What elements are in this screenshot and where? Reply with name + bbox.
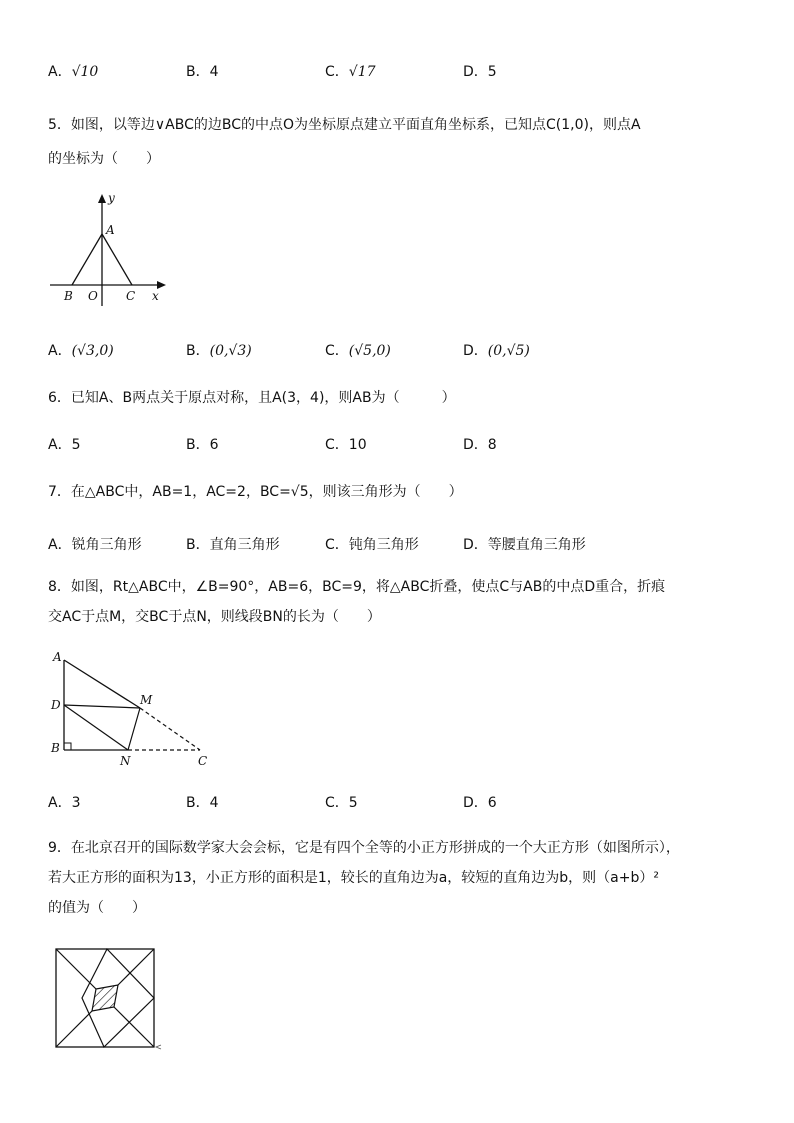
label-a: A [53, 650, 62, 664]
q6-option-d[interactable]: D．8 [463, 437, 497, 453]
q4-option-d[interactable]: D．5 [463, 64, 497, 80]
q8-option-c[interactable]: C．5 [325, 795, 358, 811]
q9-stem-line2: 若大正方形的面积为13，小正方形的面积是1，较长的直角边为a，较短的直角边为b，则（a+b）² [48, 870, 659, 886]
side-mc-dashed [140, 708, 200, 750]
q5-option-a[interactable]: A．(√3,0) [48, 343, 114, 359]
q8-option-d[interactable]: D．6 [463, 795, 497, 811]
fold-line-mn [128, 708, 140, 750]
label-m: M [140, 693, 153, 707]
label-c: C [126, 289, 136, 303]
pinwheel-line-1 [56, 949, 96, 989]
label-d: D [51, 698, 61, 712]
side-am [64, 660, 140, 708]
label-y: y [108, 191, 115, 205]
q6-option-b[interactable]: B．6 [186, 437, 219, 453]
q5-option-c[interactable]: C．(√5,0) [325, 343, 391, 359]
q8-stem-line2: 交AC于点M，交BC于点N，则线段BN的长为（ ） [48, 609, 381, 625]
q9-zhao-shuang-square-figure [52, 946, 164, 1050]
q6-option-c[interactable]: C．10 [325, 437, 367, 453]
side-ac [102, 234, 132, 285]
segment-dn [64, 705, 128, 750]
q4-option-c[interactable]: C．√17 [325, 64, 376, 80]
q7-option-b[interactable]: B．直角三角形 [186, 537, 280, 553]
q7-option-a[interactable]: A．锐角三角形 [48, 537, 142, 553]
q8-stem-line1: 8．如图，Rt△ABC中，∠B=90°，AB=6，BC=9，将△ABC折叠，使点C与AB的中点D重合，折痕 [48, 579, 666, 595]
inner-tilted-square [82, 949, 154, 1047]
q5-option-b[interactable]: B．(0,√3) [186, 343, 252, 359]
label-b: B [51, 741, 60, 755]
label-o: O [88, 289, 98, 303]
q8-option-b[interactable]: B．4 [186, 795, 219, 811]
q7-option-c[interactable]: C．钝角三角形 [325, 537, 419, 553]
q4-option-b[interactable]: B．4 [186, 64, 219, 80]
side-ab [72, 234, 102, 285]
y-axis-arrow-icon [98, 194, 106, 203]
q8-option-a[interactable]: A．3 [48, 795, 81, 811]
q9-stem-line1: 9．在北京召开的国际数学家大会会标，它是有四个全等的小正方形拼成的一个大正方形（如图所示）， [48, 840, 680, 856]
q5-coordinate-figure [48, 188, 178, 310]
x-axis-arrow-icon [157, 281, 166, 289]
pinwheel-line-4 [56, 1011, 92, 1047]
shaded-small-square [92, 985, 118, 1011]
q6-stem: 6．已知A、B两点关于原点对称，且A(3，4)，则AB为（ ） [48, 390, 456, 406]
label-c: C [198, 754, 208, 768]
q9-stem-line3: 的值为（ ） [48, 900, 146, 916]
q6-option-a[interactable]: A．5 [48, 437, 81, 453]
q7-option-d[interactable]: D．等腰直角三角形 [463, 537, 586, 553]
return-arrow-icon [156, 1045, 161, 1049]
label-x: x [152, 289, 159, 303]
label-n: N [120, 754, 131, 768]
q4-option-a[interactable]: A．√10 [48, 64, 99, 80]
q5-stem-line2: 的坐标为（ ） [48, 151, 160, 167]
right-angle-mark [64, 743, 71, 750]
q7-stem: 7．在△ABC中，AB=1，AC=2，BC=√5，则该三角形为（ ） [48, 484, 463, 500]
label-a: A [106, 223, 115, 237]
q8-fold-figure [48, 648, 218, 770]
segment-dm [64, 705, 140, 708]
label-b: B [64, 289, 73, 303]
q5-option-d[interactable]: D．(0,√5) [463, 343, 530, 359]
q5-stem-line1: 5．如图，以等边∨ABC的边BC的中点O为坐标原点建立平面直角坐标系，已知点C(1,0)，则点A [48, 117, 641, 133]
pinwheel-line-3 [114, 1007, 154, 1047]
